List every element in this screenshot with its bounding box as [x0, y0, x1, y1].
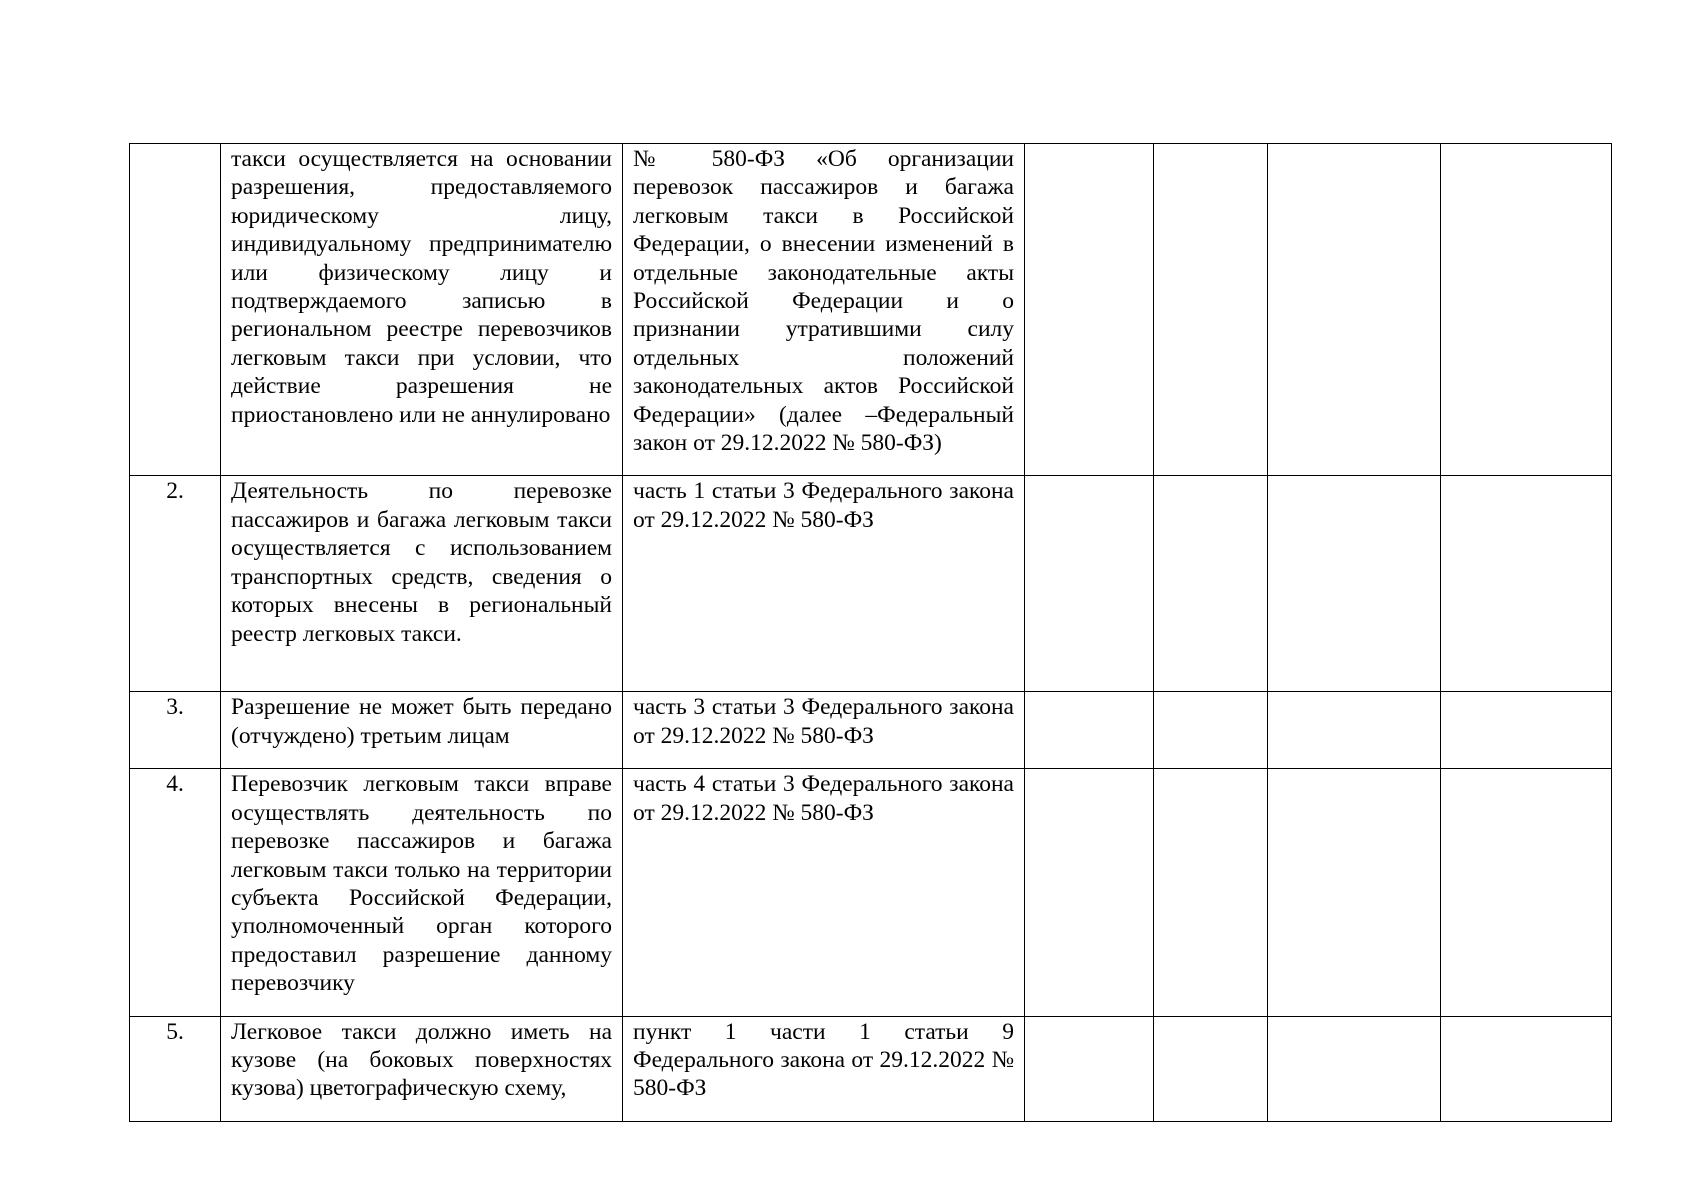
notes-cell — [1441, 769, 1612, 1016]
answer-cell-no — [1154, 769, 1268, 1016]
answer-cell-not-applicable — [1268, 692, 1441, 769]
answer-cell-no — [1154, 476, 1268, 692]
answer-cell-yes — [1025, 476, 1154, 692]
requirement-text: Легковое такси должно иметь на кузове (на боковых поверхностях кузова) цветографическую схему, — [221, 1016, 623, 1121]
legal-basis-text: часть 3 статьи 3 Федерального закона от 29.12.2022 № 580-ФЗ — [623, 692, 1025, 769]
legal-basis-text: часть 4 статьи 3 Федерального закона от 29.12.2022 № 580-ФЗ — [623, 769, 1025, 1016]
notes-cell — [1441, 476, 1612, 692]
row-number — [130, 144, 221, 476]
legal-basis-text: пункт 1 части 1 статьи 9 Федерального закона от 29.12.2022 № 580-ФЗ — [623, 1016, 1025, 1121]
table-row — [130, 1016, 1612, 1121]
answer-cell-not-applicable — [1268, 144, 1441, 476]
legal-basis-text: часть 1 статьи 3 Федерального закона от 29.12.2022 № 580-ФЗ — [623, 476, 1025, 692]
answer-cell-no — [1154, 144, 1268, 476]
answer-cell-no — [1154, 1016, 1268, 1121]
notes-cell — [1441, 144, 1612, 476]
requirement-text: Перевозчик легковым такси вправе осуществлять деятельность по перевозке пассажиров и багажа легковым такси только на территории субъекта Российской Федерации, уполномоченный орган которого предоставил разрешение данному перевозчику — [221, 769, 623, 1016]
answer-cell-not-applicable — [1268, 769, 1441, 1016]
requirements-table — [129, 143, 1612, 1122]
requirement-text: такси осуществляется на основании разрешения, предоставляемого юридическому лицу, индивидуальному предпринимателю или физическому лицу и подтверждаемого записью в региональном реестре перевозчиков легковым такси при условии, что действие разрешения не приостановлено или не аннулировано — [221, 144, 623, 476]
answer-cell-yes — [1025, 769, 1154, 1016]
answer-cell-not-applicable — [1268, 1016, 1441, 1121]
answer-cell-yes — [1025, 144, 1154, 476]
row-number: 3. — [130, 692, 221, 769]
answer-cell-no — [1154, 692, 1268, 769]
answer-cell-not-applicable — [1268, 476, 1441, 692]
row-number: 2. — [130, 476, 221, 692]
legal-basis-text: № 580-ФЗ «Об организации перевозок пассажиров и багажа легковым такси в Российской Федерации, о внесении изменений в отдельные законодательные акты Российской Федерации и о признании утратившими силу отдельных положений законодательных актов Российской Федерации» (далее –Федеральный закон от 29.12.2022 № 580-ФЗ) — [623, 144, 1025, 476]
answer-cell-yes — [1025, 1016, 1154, 1121]
notes-cell — [1441, 1016, 1612, 1121]
requirement-text: Разрешение не может быть передано (отчуждено) третьим лицам — [221, 692, 623, 769]
row-number: 4. — [130, 769, 221, 1016]
row-number: 5. — [130, 1016, 221, 1121]
table-row — [130, 144, 1612, 476]
table-row — [130, 476, 1612, 692]
table-row — [130, 769, 1612, 1016]
requirement-text: Деятельность по перевозке пассажиров и багажа легковым такси осуществляется с использованием транспортных средств, сведения о которых внесены в региональный реестр легковых такси. — [221, 476, 623, 692]
answer-cell-yes — [1025, 692, 1154, 769]
notes-cell — [1441, 692, 1612, 769]
table-row — [130, 692, 1612, 769]
